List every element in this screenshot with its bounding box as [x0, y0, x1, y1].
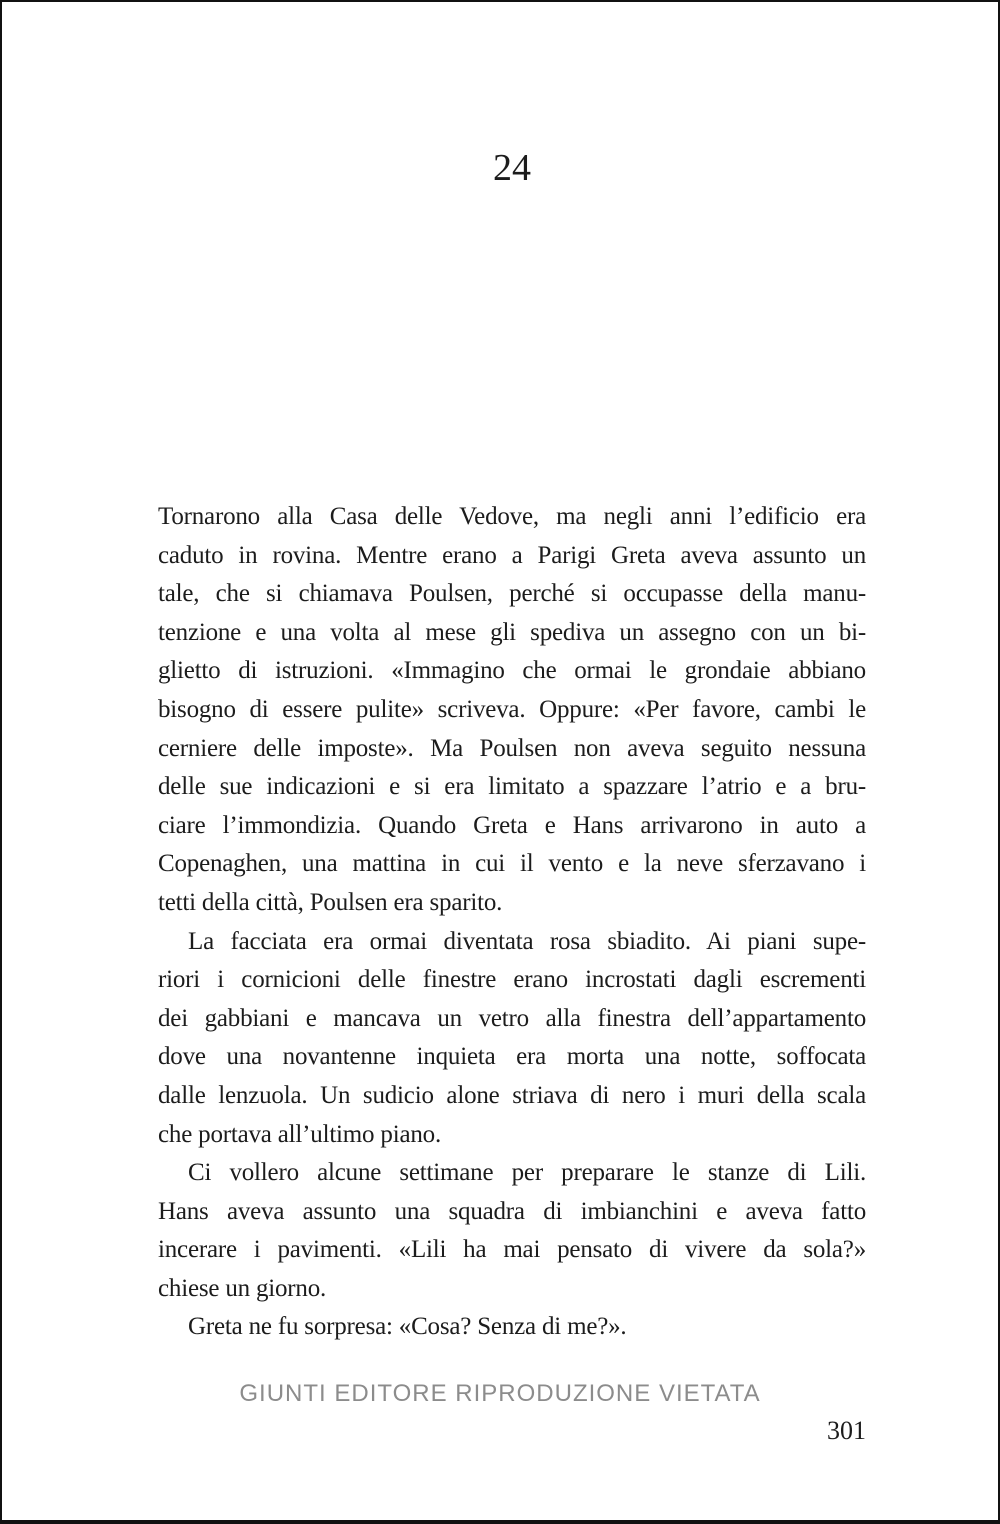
text-line: Tornarono alla Casa delle Vedove, ma negli anni l’edificio era [158, 503, 866, 530]
text-line: tale, che si chiamava Poulsen, perché si occupasse della manu- [158, 580, 866, 608]
text-line: chiese un giorno. [158, 1274, 327, 1302]
text-line: tetti della città, Poulsen era sparito. [158, 888, 503, 916]
text-line: dei gabbiani e mancava un vetro alla finestra dell’appartamento [158, 1004, 866, 1032]
text-line: dove una novantenne inquieta era morta una notte, soffocata [158, 1043, 866, 1071]
chapter-number: 24 [493, 147, 531, 189]
text-line: incerare i pavimenti. «Lili ha mai pensato di vivere da sola?» [158, 1236, 866, 1264]
text-line: che portava all’ultimo piano. [158, 1120, 441, 1148]
text-line: tenzione e una volta al mese gli spediva un assegno con un bi- [158, 618, 866, 646]
text-line: La facciata era ormai diventata rosa sbiadito. Ai piani supe- [188, 927, 866, 955]
text-line: dalle lenzuola. Un sudicio alone striava di nero i muri della scala [158, 1081, 866, 1109]
text-line: delle sue indicazioni e si era limitato a spazzare l’atrio e a bru- [158, 773, 866, 801]
body-text [158, 498, 866, 1347]
text-line: bisogno di essere pulite» scriveva. Oppure: «Per favore, cambi le [158, 695, 866, 723]
text-line: Greta ne fu sorpresa: «Cosa? Senza di me?». [188, 1313, 627, 1341]
page-number: 301 [827, 1416, 866, 1445]
text-line: cerniere delle imposte». Ma Poulsen non aveva seguito nessuna [158, 734, 866, 762]
text-line: Hans aveva assunto una squadra di imbianchini e aveva fatto [158, 1197, 866, 1225]
text-line: Copenaghen, una mattina in cui il vento e la neve sferzavano i [158, 850, 866, 878]
text-line: caduto in rovina. Mentre erano a Parigi Greta aveva assunto un [158, 541, 866, 569]
text-line: ciare l’immondizia. Quando Greta e Hans arrivarono in auto a [158, 811, 866, 839]
text-line: glietto di istruzioni. «Immagino che ormai le grondaie abbiano [158, 657, 866, 685]
text-line: Ci vollero alcune settimane per preparare le stanze di Lili. [188, 1159, 866, 1187]
publisher-watermark: GIUNTI EDITORE RIPRODUZIONE VIETATA [239, 1380, 761, 1407]
text-line: riori i cornicioni delle finestre erano incrostati dagli escrementi [158, 966, 866, 994]
